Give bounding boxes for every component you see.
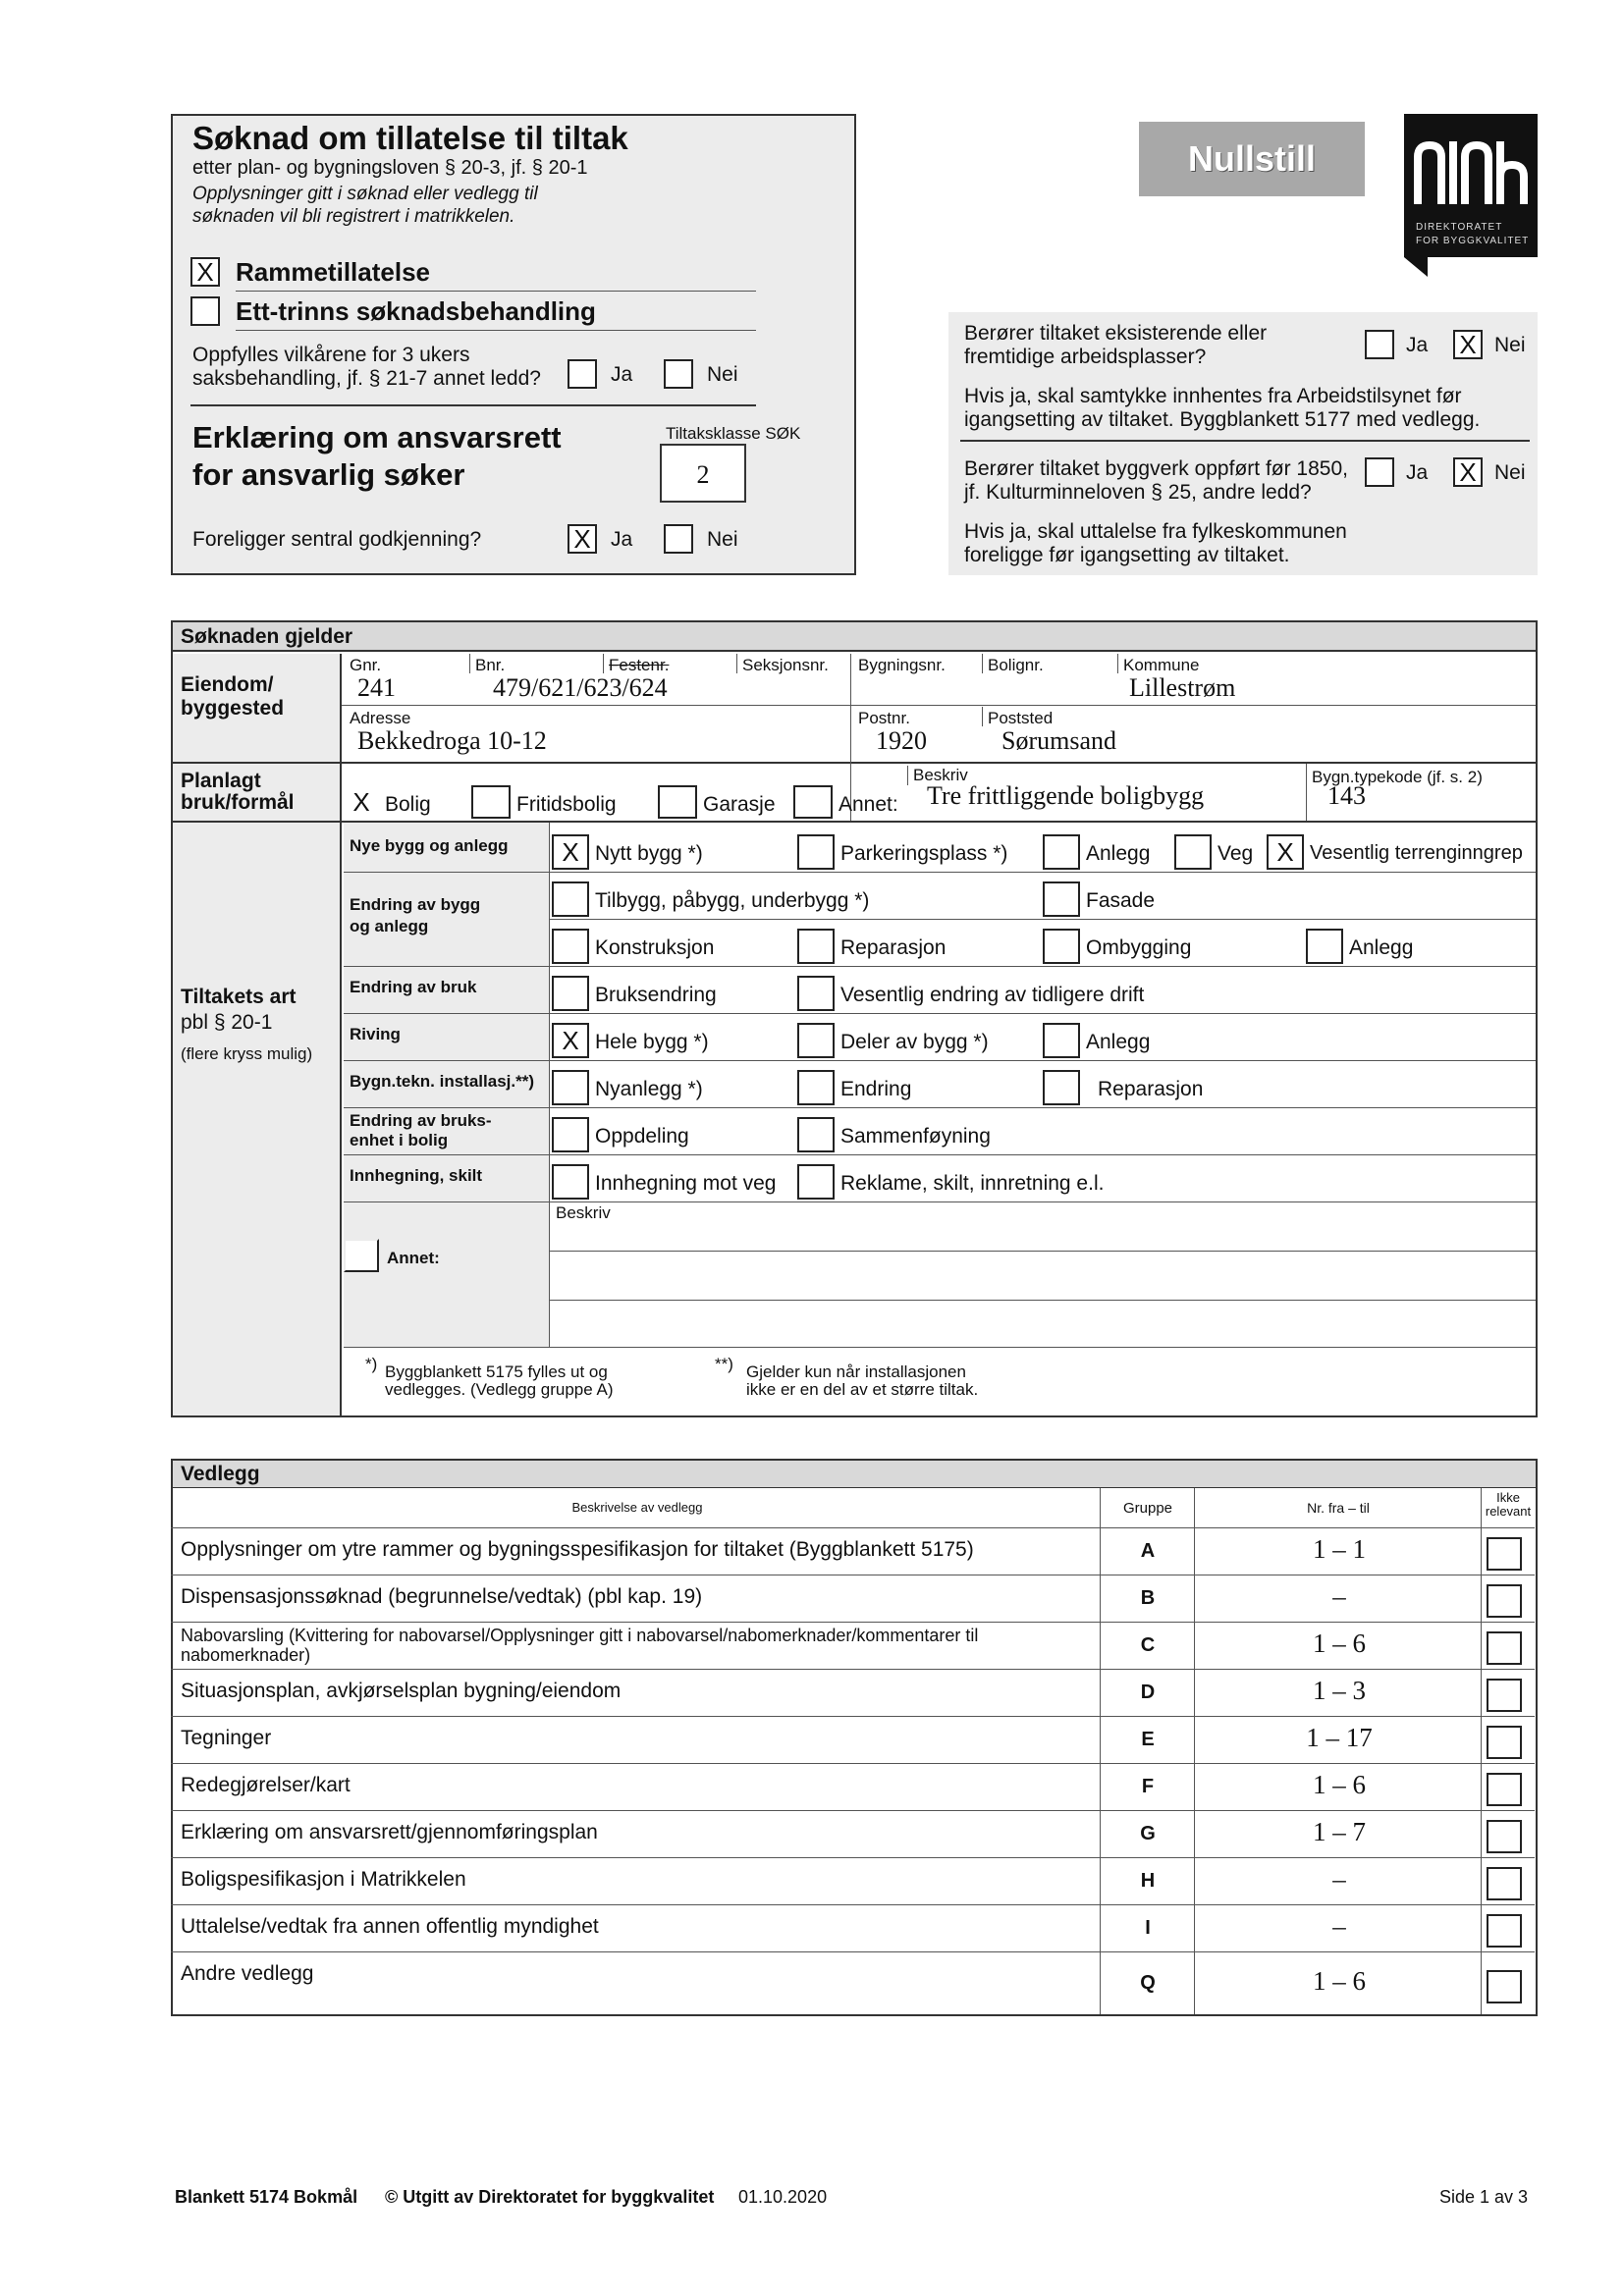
innhegning-veg-label: Innhegning mot veg <box>595 1172 777 1195</box>
annet-use-checkbox[interactable] <box>793 785 833 819</box>
attachment-desc: Erklæring om ansvarsrett/gjennomføringsplan <box>181 1821 598 1843</box>
riving-label: Riving <box>350 1025 401 1043</box>
heritage-info-2: foreligge før igangsetting av tiltaket. <box>964 544 1290 566</box>
eiendom-label-2: byggested <box>181 697 285 720</box>
workplace-question-1: Berører tiltaket eksisterende eller <box>964 322 1268 345</box>
ett-trinns-label: Ett-trinns søknadsbehandling <box>236 296 596 326</box>
heritage-question-1: Berører tiltaket byggverk oppført før 1850, <box>964 457 1348 480</box>
attachment-irrelevant-checkbox[interactable] <box>1487 1631 1522 1665</box>
attachment-range[interactable]: 1 – 6 <box>1313 1629 1366 1658</box>
divider <box>550 1251 1536 1252</box>
bruksenhet-label-2: enhet i bolig <box>350 1131 449 1149</box>
left-label-column <box>173 654 342 1415</box>
attachment-range[interactable]: 1 – 1 <box>1313 1534 1366 1564</box>
form-subtitle: etter plan- og bygningsloven § 20-3, jf. § 20-1 <box>192 157 588 179</box>
central-approval-ja-label: Ja <box>611 528 633 551</box>
attachment-group: E <box>1141 1729 1155 1750</box>
workplace-ja-checkbox[interactable] <box>1365 330 1394 359</box>
use-label-1: Planlagt <box>181 770 261 792</box>
attachment-range[interactable]: – <box>1332 1864 1346 1894</box>
workplace-question-2: fremtidige arbeidsplasser? <box>964 346 1207 368</box>
endring-bygg-label-1: Endring av bygg <box>350 895 481 914</box>
attachment-desc: Situasjonsplan, avkjørselsplan bygning/eiendom <box>181 1680 622 1702</box>
footnote-star-1: *) <box>365 1355 378 1373</box>
attachment-desc: Redegjørelser/kart <box>181 1774 351 1796</box>
attachment-range[interactable]: – <box>1332 1911 1346 1941</box>
reparasjon-label: Reparasjon <box>840 936 947 959</box>
attachment-range[interactable]: 1 – 6 <box>1313 1966 1366 1996</box>
annet-use-label: Annet: <box>839 793 898 816</box>
divider <box>1117 654 1118 673</box>
central-approval-question: Foreligger sentral godkjenning? <box>192 528 482 551</box>
attachment-range[interactable]: 1 – 3 <box>1313 1676 1366 1705</box>
attachment-range[interactable]: 1 – 7 <box>1313 1817 1366 1846</box>
attachment-irrelevant-checkbox[interactable] <box>1487 1914 1522 1948</box>
form-note: Opplysninger gitt i søknad eller vedlegg til søknaden vil bli registrert i matrikkelen. <box>192 184 538 227</box>
kommune-value[interactable]: Lillestrøm <box>1129 673 1236 702</box>
anlegg-riving-label: Anlegg <box>1086 1031 1151 1053</box>
bruksendring-label: Bruksendring <box>595 984 717 1006</box>
footer-publisher: © Utgitt av Direktoratet for byggkvalitet <box>385 2187 715 2207</box>
nytt-bygg-checkbox[interactable]: X <box>552 834 589 870</box>
endring-inst-label: Endring <box>840 1078 912 1100</box>
tiltaksklasse-label: Tiltaksklasse SØK <box>666 424 801 443</box>
divider <box>960 440 1530 442</box>
bolig-checkbox[interactable]: X <box>344 785 379 819</box>
three-weeks-question-2: saksbehandling, jf. § 21-7 annet ledd? <box>192 367 541 390</box>
logo-mark-icon <box>1404 118 1538 216</box>
form-title: Søknad om tillatelse til tiltak <box>192 120 628 156</box>
footnote-star-2: **) <box>715 1355 733 1373</box>
attachment-range[interactable]: – <box>1332 1581 1346 1611</box>
hele-bygg-label: Hele bygg *) <box>595 1031 709 1053</box>
central-approval-nei-checkbox[interactable] <box>664 524 693 554</box>
col-header-range: Nr. fra – til <box>1307 1500 1370 1516</box>
footnote-2-line1: Gjelder kun når installasjonen <box>746 1362 966 1381</box>
attachment-irrelevant-checkbox[interactable] <box>1487 1537 1522 1571</box>
attachment-group: B <box>1140 1587 1156 1609</box>
attachment-row <box>171 1951 1535 2014</box>
deler-bygg-label: Deler av bygg *) <box>840 1031 989 1053</box>
kommune-label: Kommune <box>1123 656 1200 674</box>
workplace-info-2: igangsetting av tiltaket. Byggblankett 5177 med vedlegg. <box>964 408 1481 431</box>
central-approval-ja-checkbox[interactable]: X <box>568 524 597 554</box>
heritage-nei-label: Nei <box>1494 461 1526 484</box>
use-label-2: bruk/formål <box>181 791 295 814</box>
reparasjon-inst-checkbox[interactable] <box>1043 1070 1080 1105</box>
logo-text-1: DIREKTORATET <box>1416 222 1503 233</box>
workplace-ja-label: Ja <box>1406 334 1429 356</box>
parkeringsplass-label: Parkeringsplass *) <box>840 842 1008 865</box>
sammenfoyning-label: Sammenføyning <box>840 1125 991 1148</box>
footnote-2-line2: ikke er en del av et større tiltak. <box>746 1380 979 1399</box>
annet-measure-label: Annet: <box>387 1249 440 1267</box>
attachment-range[interactable]: 1 – 6 <box>1313 1770 1366 1799</box>
tilbygg-label: Tilbygg, påbygg, underbygg *) <box>595 889 870 912</box>
three-weeks-nei-checkbox[interactable] <box>664 359 693 389</box>
measure-label-1: Tiltakets art <box>181 986 297 1008</box>
divider <box>173 762 1536 764</box>
annet-measure-checkbox[interactable] <box>344 1239 379 1272</box>
beskriv-measure-field[interactable] <box>552 1253 1534 1298</box>
divider <box>344 872 1536 873</box>
reklame-label: Reklame, skilt, innretning e.l. <box>840 1172 1105 1195</box>
heritage-ja-label: Ja <box>1406 461 1429 484</box>
reklame-checkbox[interactable] <box>797 1164 835 1200</box>
footer-date: 01.10.2020 <box>738 2187 828 2207</box>
attachment-irrelevant-checkbox[interactable] <box>1487 1584 1522 1618</box>
workplace-info-1: Hvis ja, skal samtykke innhentes fra Arbeidstilsynet før <box>964 385 1462 407</box>
heritage-nei-checkbox[interactable]: X <box>1453 457 1483 487</box>
divider <box>344 1013 1536 1014</box>
divider <box>344 1347 1536 1348</box>
fritidsbolig-checkbox[interactable] <box>471 785 511 819</box>
col-header-desc: Beskrivelse av vedlegg <box>571 1500 703 1515</box>
attachment-irrelevant-checkbox[interactable] <box>1487 1867 1522 1900</box>
attachment-irrelevant-checkbox[interactable] <box>1487 1679 1522 1712</box>
reparasjon-inst-label: Reparasjon <box>1098 1078 1204 1100</box>
heritage-question-2: jf. Kulturminneloven § 25, andre ledd? <box>964 481 1312 504</box>
divider <box>736 654 737 673</box>
rammetillatelse-checkbox[interactable]: X <box>190 257 220 287</box>
measure-label-2: pbl § 20-1 <box>181 1011 273 1034</box>
gnr-value[interactable]: 241 <box>357 673 396 702</box>
festenr-label: Festenr. <box>609 656 670 674</box>
bolignr-label: Bolignr. <box>988 656 1044 674</box>
divider <box>550 1300 1536 1301</box>
bolig-label: Bolig <box>385 793 431 816</box>
garasje-label: Garasje <box>703 793 776 816</box>
bruksendring-checkbox[interactable] <box>552 976 589 1011</box>
nyanlegg-checkbox[interactable] <box>552 1070 589 1105</box>
attachment-row <box>171 1669 1535 1716</box>
attachment-group: G <box>1140 1823 1156 1844</box>
divider <box>469 654 470 673</box>
hele-bygg-checkbox[interactable]: X <box>552 1023 589 1058</box>
divider <box>982 707 983 726</box>
poststed-value[interactable]: Sørumsand <box>1001 726 1116 755</box>
beskriv-measure-label: Beskriv <box>556 1203 611 1222</box>
seksjonsnr-label: Seksjonsnr. <box>742 656 829 674</box>
attachment-row <box>171 1575 1535 1622</box>
typekode-value[interactable]: 143 <box>1327 781 1366 810</box>
footnote-1-line2: vedlegges. (Vedlegg gruppe A) <box>385 1380 614 1399</box>
attachment-group: D <box>1140 1682 1156 1703</box>
innhegning-label: Innhegning, skilt <box>350 1166 483 1185</box>
reset-button[interactable]: Nullstill <box>1139 122 1365 196</box>
deler-bygg-checkbox[interactable] <box>797 1023 835 1058</box>
vesentlig-endring-label: Vesentlig endring av tidligere drift <box>840 984 1145 1006</box>
attachment-desc: Boligspesifikasjon i Matrikkelen <box>181 1868 466 1891</box>
parkeringsplass-checkbox[interactable] <box>797 834 835 870</box>
attachment-desc: Nabovarsling (Kvittering for nabovarsel/Opplysninger gitt i nabovarsel/nabomerknader/kommentarer til nabomerknader) <box>181 1626 979 1665</box>
attachment-desc: Tegninger <box>181 1727 272 1749</box>
central-approval-nei-label: Nei <box>707 528 738 551</box>
poststed-label: Poststed <box>988 709 1054 727</box>
konstruksjon-checkbox[interactable] <box>552 929 589 964</box>
divider <box>603 654 604 673</box>
logo-text-2: FOR BYGGKVALITET <box>1416 236 1530 246</box>
nyanlegg-label: Nyanlegg *) <box>595 1078 703 1100</box>
divider <box>236 330 756 331</box>
attachment-group: C <box>1140 1634 1156 1656</box>
divider <box>344 1060 1536 1061</box>
postnr-value[interactable]: 1920 <box>876 726 927 755</box>
fasade-label: Fasade <box>1086 889 1156 912</box>
logo-tab <box>1404 257 1428 277</box>
three-weeks-ja-checkbox[interactable] <box>568 359 597 389</box>
attachment-group: A <box>1140 1540 1156 1562</box>
responsibility-title-2: for ansvarlig søker <box>192 457 465 492</box>
attachments-title: Vedlegg <box>181 1463 260 1485</box>
endring-bruk-label: Endring av bruk <box>350 978 477 996</box>
divider <box>982 654 983 673</box>
typekode-label: Bygn.typekode (jf. s. 2) <box>1312 768 1483 786</box>
gnr-label: Gnr. <box>350 656 382 674</box>
attachment-irrelevant-checkbox[interactable] <box>1487 1820 1522 1853</box>
anlegg-new-label: Anlegg <box>1086 842 1151 865</box>
dibk-logo <box>1404 114 1538 257</box>
terrenginngrep-label: Vesentlig terrenginngrep <box>1310 842 1523 864</box>
attachment-group: Q <box>1140 1972 1156 1994</box>
konstruksjon-label: Konstruksjon <box>595 936 715 959</box>
divider <box>342 705 1536 706</box>
attachment-irrelevant-checkbox[interactable] <box>1487 1726 1522 1759</box>
nytt-bygg-label: Nytt bygg *) <box>595 842 703 865</box>
endring-bygg-label-2: og anlegg <box>350 917 429 935</box>
oppdeling-label: Oppdeling <box>595 1125 689 1148</box>
adresse-label: Adresse <box>350 709 411 727</box>
attachment-row <box>171 1763 1535 1810</box>
attachment-group: H <box>1140 1870 1156 1892</box>
anlegg-new-checkbox[interactable] <box>1043 834 1080 870</box>
footnote-1-line1: Byggblankett 5175 fylles ut og <box>385 1362 608 1381</box>
adresse-value[interactable]: Bekkedroga 10-12 <box>357 726 547 755</box>
bnr-value[interactable]: 479/621/623/624 <box>493 673 668 702</box>
col-header-irrelevant-1: Ikke <box>1496 1490 1520 1505</box>
installasj-label: Bygn.tekn. installasj.**) <box>350 1072 534 1091</box>
section-header-bar <box>173 622 1536 652</box>
veg-label: Veg <box>1217 842 1254 865</box>
oppdeling-checkbox[interactable] <box>552 1117 589 1152</box>
terrenginngrep-checkbox[interactable]: X <box>1267 834 1304 870</box>
attachment-row <box>171 1622 1535 1669</box>
bygningsnr-label: Bygningsnr. <box>858 656 946 674</box>
veg-checkbox[interactable] <box>1174 834 1212 870</box>
tiltaksklasse-field[interactable]: 2 <box>660 444 746 503</box>
vesentlig-endring-checkbox[interactable] <box>797 976 835 1011</box>
divider <box>907 766 908 785</box>
innhegning-veg-checkbox[interactable] <box>552 1164 589 1200</box>
bruksenhet-label-1: Endring av bruks- <box>350 1111 492 1130</box>
postnr-label: Postnr. <box>858 709 910 727</box>
three-weeks-nei-label: Nei <box>707 363 738 386</box>
measure-label-3: (flere kryss mulig) <box>181 1044 313 1063</box>
attachment-row <box>171 1857 1535 1904</box>
divider <box>1306 764 1307 821</box>
anlegg-change-label: Anlegg <box>1349 936 1414 959</box>
tilbygg-checkbox[interactable] <box>552 881 589 917</box>
col-header-group: Gruppe <box>1122 1500 1173 1517</box>
bnr-label: Bnr. <box>475 656 506 674</box>
three-weeks-ja-label: Ja <box>611 363 633 386</box>
eiendom-label-1: Eiendom/ <box>181 673 274 696</box>
attachments-header-bar <box>173 1461 1536 1488</box>
attachment-row <box>171 1716 1535 1763</box>
rammetillatelse-label: Rammetillatelse <box>236 257 430 287</box>
heritage-info-1: Hvis ja, skal uttalelse fra fylkeskommunen <box>964 520 1347 543</box>
fritidsbolig-label: Fritidsbolig <box>516 793 617 816</box>
divider <box>344 966 1536 967</box>
reparasjon-checkbox[interactable] <box>797 929 835 964</box>
attachment-row <box>171 1527 1535 1575</box>
divider <box>550 919 1536 920</box>
footer-form-id: Blankett 5174 Bokmål <box>175 2187 358 2207</box>
footer-page: Side 1 av 3 <box>1439 2187 1529 2207</box>
col-header-irrelevant-2: relevant <box>1485 1504 1532 1519</box>
fasade-checkbox[interactable] <box>1043 881 1080 917</box>
attachment-group: F <box>1141 1776 1155 1797</box>
attachment-irrelevant-checkbox[interactable] <box>1487 1773 1522 1806</box>
heritage-ja-checkbox[interactable] <box>1365 457 1394 487</box>
workplace-nei-label: Nei <box>1494 334 1526 356</box>
nye-bygg-label: Nye bygg og anlegg <box>350 836 509 855</box>
attachment-desc: Andre vedlegg <box>181 1962 314 1985</box>
workplace-nei-checkbox[interactable]: X <box>1453 330 1483 359</box>
section-title-soknaden: Søknaden gjelder <box>181 625 353 648</box>
responsibility-title-1: Erklæring om ansvarsrett <box>192 420 562 454</box>
divider <box>236 291 756 292</box>
ombygging-label: Ombygging <box>1086 936 1192 959</box>
attachment-row <box>171 1904 1535 1951</box>
attachment-row <box>171 1810 1535 1857</box>
three-weeks-question-1: Oppfylles vilkårene for 3 ukers <box>192 344 470 366</box>
garasje-checkbox[interactable] <box>658 785 697 819</box>
anlegg-change-checkbox[interactable] <box>1306 929 1343 964</box>
attachment-desc: Opplysninger om ytre rammer og bygningsspesifikasjon for tiltaket (Byggblankett 5175) <box>181 1538 974 1561</box>
beskriv-use-label: Beskriv <box>913 766 968 784</box>
attachment-group: I <box>1145 1917 1151 1939</box>
ett-trinns-checkbox[interactable] <box>190 296 220 326</box>
anlegg-riving-checkbox[interactable] <box>1043 1023 1080 1058</box>
divider <box>344 1154 1536 1155</box>
beskriv-use-value[interactable]: Tre frittliggende boligbygg <box>927 781 1205 810</box>
attachment-range[interactable]: 1 – 17 <box>1306 1723 1373 1752</box>
divider <box>344 1107 1536 1108</box>
divider <box>344 1201 1536 1202</box>
endring-inst-checkbox[interactable] <box>797 1070 835 1105</box>
sammenfoyning-checkbox[interactable] <box>797 1117 835 1152</box>
attachment-desc: Uttalelse/vedtak fra annen offentlig myndighet <box>181 1915 599 1938</box>
divider <box>190 404 756 406</box>
attachment-irrelevant-checkbox[interactable] <box>1487 1970 1522 2003</box>
ombygging-checkbox[interactable] <box>1043 929 1080 964</box>
attachment-desc: Dispensasjonssøknad (begrunnelse/vedtak) (pbl kap. 19) <box>181 1585 703 1608</box>
